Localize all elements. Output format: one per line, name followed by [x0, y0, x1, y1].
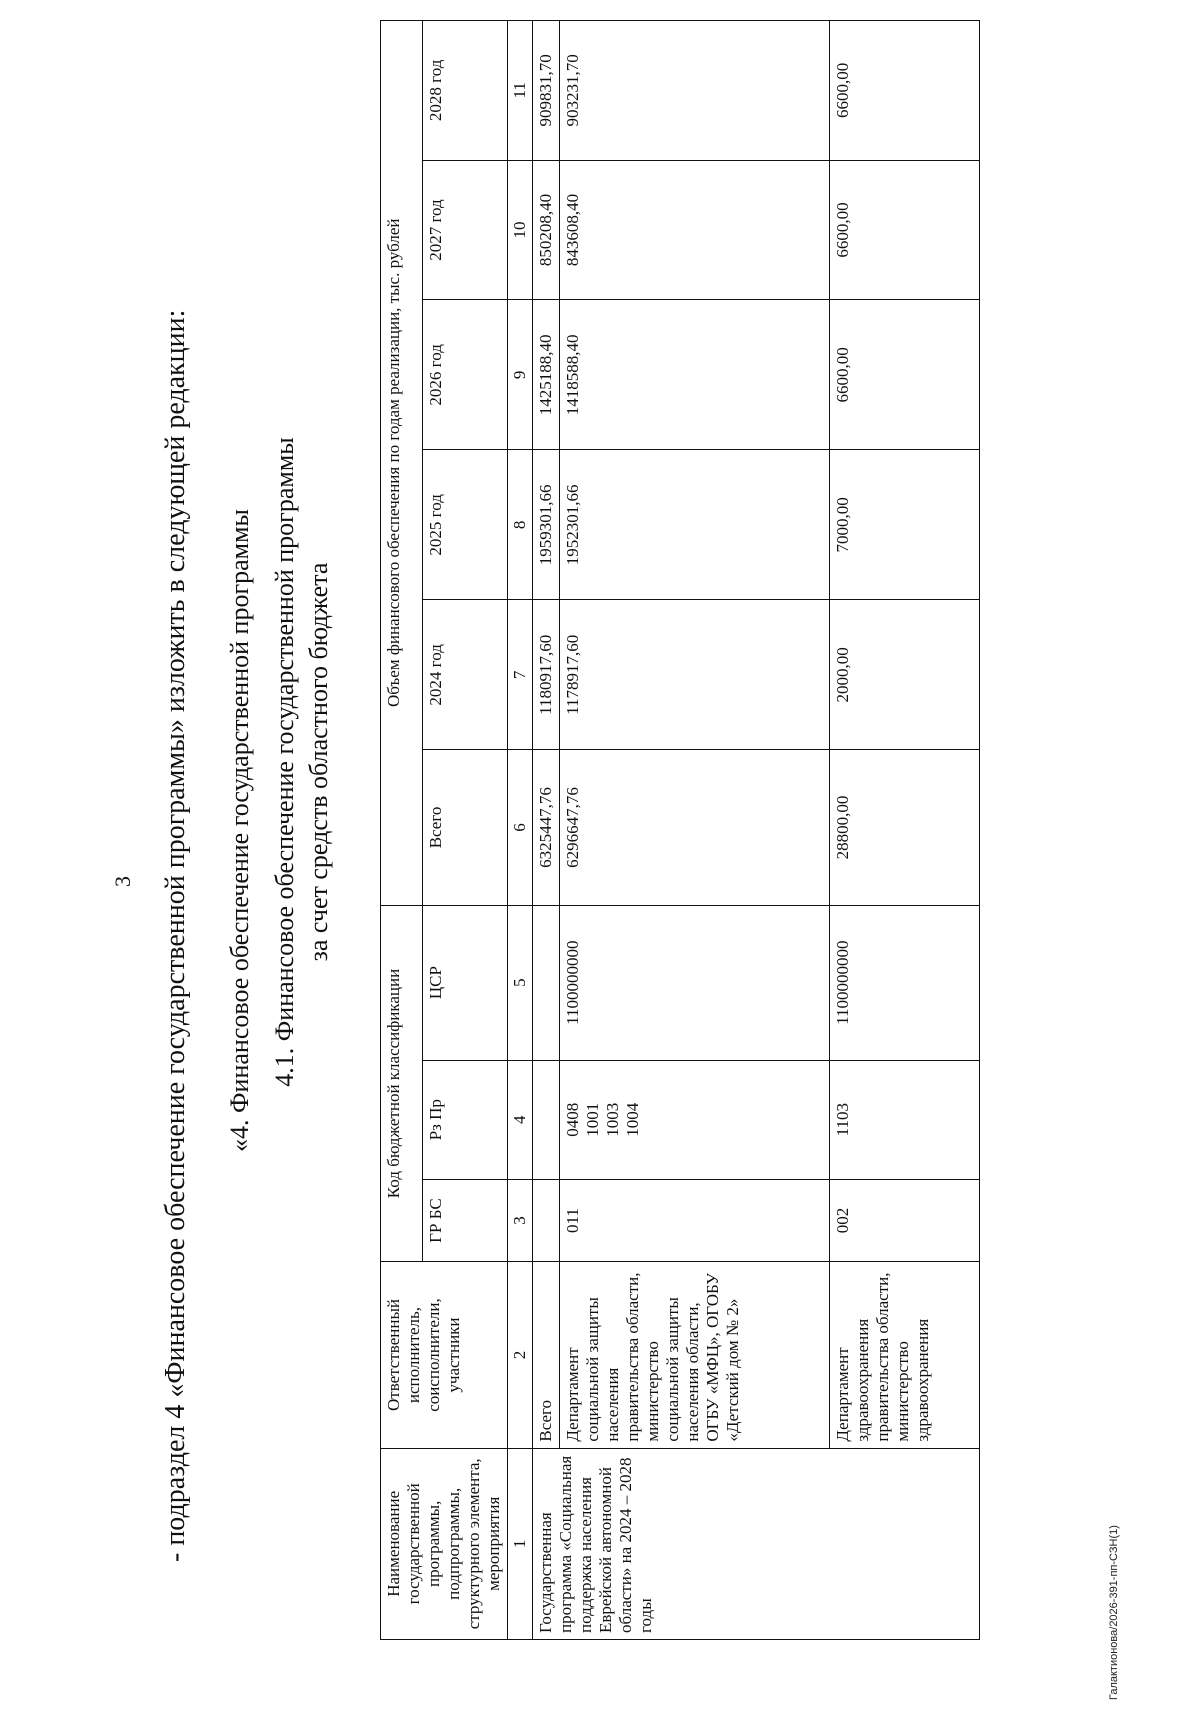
header-name: Наименование государственной программы, подпрограммы, структурного элемента, мероприятия — [381, 1448, 508, 1639]
y2024-cell: 2000,00 — [830, 600, 980, 750]
column-number: 11 — [508, 21, 533, 161]
y2028-cell: 909831,70 — [533, 21, 560, 161]
grbs-cell — [533, 1179, 560, 1262]
rzpr-code: 1103 — [833, 1103, 852, 1137]
table-row-healthcare — [830, 21, 980, 1640]
y2024-cell: 1180917,60 — [533, 600, 560, 750]
section-heading-4-1 — [268, 292, 336, 1232]
footer-text: Галактионова/2026-391-пп-СЗН(1) — [1108, 1525, 1120, 1700]
y2025-cell: 1952301,66 — [560, 450, 830, 600]
executor-cell: Департамент здравоохранения правительства области, министерство здравоохранения — [830, 1262, 980, 1448]
y2025-cell: 7000,00 — [830, 450, 980, 600]
header-2024: 2024 год — [423, 600, 508, 750]
table-row-total — [533, 21, 560, 1640]
rzpr-cell — [830, 1060, 980, 1179]
column-number: 3 — [508, 1179, 533, 1262]
y2024-cell: 1178917,60 — [560, 600, 830, 750]
rzpr-code: 1003 — [603, 1102, 622, 1137]
y2027-cell: 843608,40 — [560, 160, 830, 300]
column-numbers-row — [508, 21, 533, 1640]
grbs-cell: 002 — [830, 1179, 980, 1262]
header-csr: ЦСР — [423, 905, 508, 1060]
csr-cell: 1100000000 — [560, 905, 830, 1060]
column-number: 5 — [508, 905, 533, 1060]
header-budget-code: Код бюджетной классификации — [381, 905, 423, 1262]
table-row-social-protection — [560, 21, 830, 1640]
rzpr-cell — [560, 1060, 830, 1179]
executor-cell: Всего — [533, 1262, 560, 1448]
csr-cell: 1100000000 — [830, 905, 980, 1060]
y2027-cell: 850208,40 — [533, 160, 560, 300]
y2028-cell: 903231,70 — [560, 21, 830, 161]
header-rzpr: Рз Пр — [423, 1060, 508, 1179]
y2028-cell: 6600,00 — [830, 21, 980, 161]
header-total: Всего — [423, 750, 508, 905]
total-cell: 6325447,76 — [533, 750, 560, 905]
y2026-cell: 6600,00 — [830, 300, 980, 450]
column-number: 9 — [508, 300, 533, 450]
header-executor: Ответственный исполнитель, соисполнители, участники — [381, 1262, 508, 1448]
rzpr-code: 0408 — [563, 1102, 582, 1137]
column-number: 8 — [508, 450, 533, 600]
csr-cell — [533, 905, 560, 1060]
header-2025: 2025 год — [423, 450, 508, 600]
program-name-cell: Государственная программа «Социальная поддержка населения Еврейской автономной области» на 2024 – 2028 годы — [533, 1448, 980, 1639]
y2025-cell: 1959301,66 — [533, 450, 560, 600]
y2026-cell: 1425188,40 — [533, 300, 560, 450]
footer-reference — [1108, 1450, 1128, 1700]
heading-4-1-line-1: 4.1. Финансовое обеспечение государственной программы — [270, 437, 299, 1087]
rzpr-code: 1001 — [583, 1102, 602, 1137]
header-2027: 2027 год — [423, 160, 508, 300]
column-number: 4 — [508, 1060, 533, 1179]
header-2028: 2028 год — [423, 21, 508, 161]
column-number: 1 — [508, 1448, 533, 1639]
column-number: 6 — [508, 750, 533, 905]
heading-4-1-line-2: за счет средств областного бюджета — [304, 562, 333, 962]
rzpr-code: 1004 — [623, 1102, 642, 1137]
section-heading-4: «4. Финансовое обеспечение государственной программы — [225, 508, 254, 1152]
column-number: 2 — [508, 1262, 533, 1448]
intro-paragraph: - подраздел 4 «Финансовое обеспечение государственной программы» изложить в следующей редакции: — [160, 309, 191, 1562]
header-2026: 2026 год — [423, 300, 508, 450]
total-cell: 28800,00 — [830, 750, 980, 905]
rzpr-cell — [533, 1060, 560, 1179]
header-grbs: ГР БС — [423, 1179, 508, 1262]
grbs-cell: 011 — [560, 1179, 830, 1262]
executor-cell: Департамент социальной защиты населения правительства области, министерство социальной защиты населения области, ОГБУ «МФЦ», ОГОБУ «Детский дом № 2» — [560, 1262, 830, 1448]
y2026-cell: 1418588,40 — [560, 300, 830, 450]
column-number: 10 — [508, 160, 533, 300]
total-cell: 6296647,76 — [560, 750, 830, 905]
page-number: 3 — [110, 876, 135, 887]
header-volume: Объем финансового обеспечения по годам реализации, тыс. рублей — [381, 21, 423, 906]
y2027-cell: 6600,00 — [830, 160, 980, 300]
column-number: 7 — [508, 600, 533, 750]
financing-table — [380, 20, 980, 1640]
